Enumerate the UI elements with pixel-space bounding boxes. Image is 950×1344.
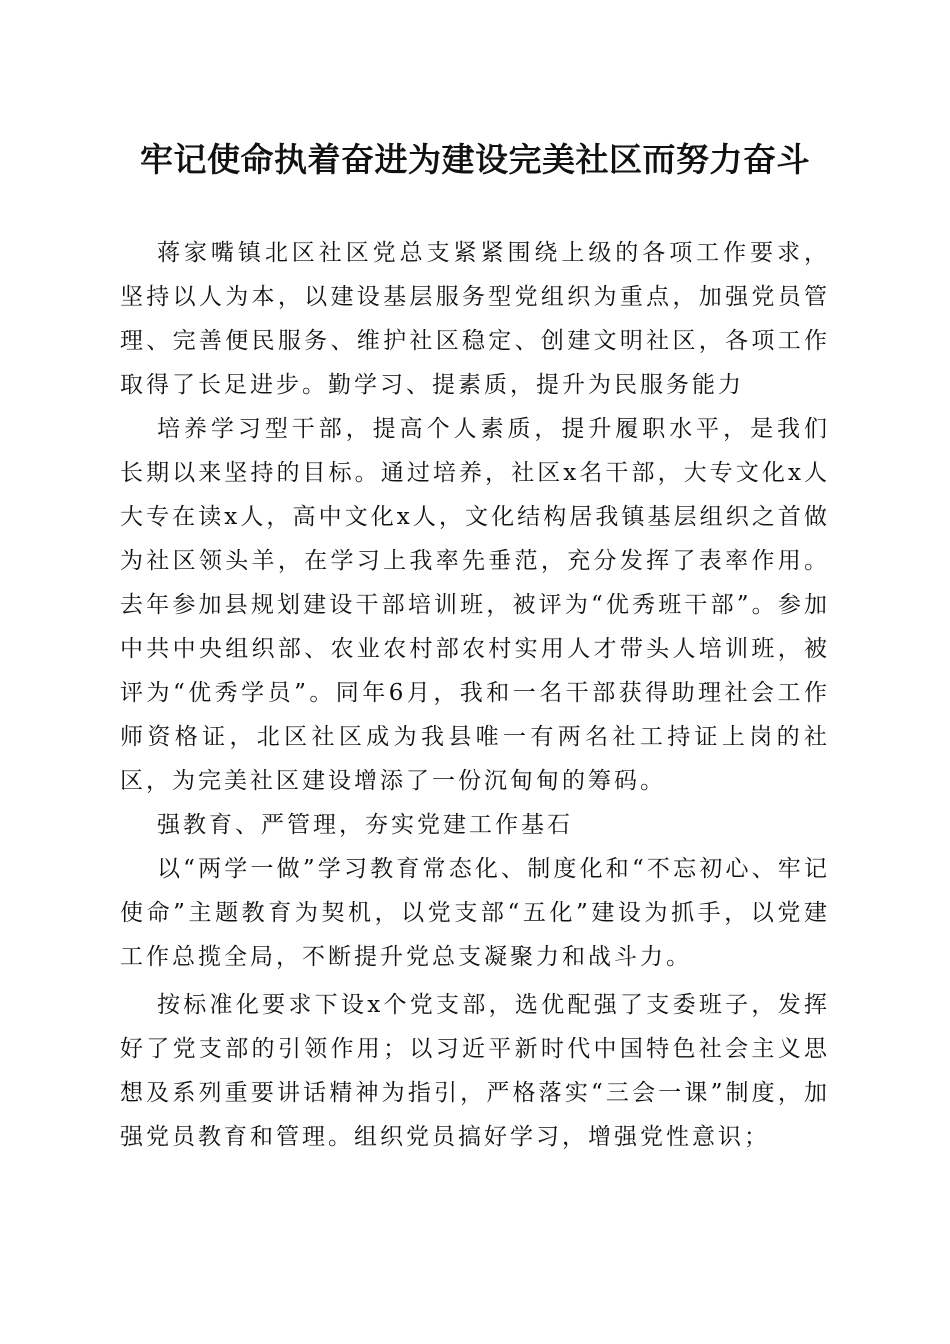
paragraph-intro: 蒋家嘴镇北区社区党总支紧紧围绕上级的各项工作要求，坚持以人为本，以建设基层服务型党组织为重点，加强党员管理、完善便民服务、维护社区稳定、创建文明社区，各项工作取得了长足进步。勤学习、提素质，提升为民服务能力	[120, 240, 830, 398]
paragraph-branch-setup: 按标准化要求下设x个党支部，选优配强了支委班子，发挥好了党支部的引领作用；以习近平新时代中国特色社会主义思想及系列重要讲话精神为指引，严格落实“三会一课”制度，加强党员教育和管理。组织党员搞好学习，增强党性意识；	[120, 992, 830, 1150]
section-heading-education: 强教育、严管理，夯实党建工作基石	[157, 812, 573, 838]
document-body	[120, 231, 830, 1159]
document-title: 牢记使命执着奋进为建设完美社区而努力奋斗	[140, 140, 810, 179]
paragraph-study-education: 以“两学一做”学习教育常态化、制度化和“不忘初心、牢记使命”主题教育为契机，以党支部“五化”建设为抓手，以党建工作总揽全局，不断提升党总支凝聚力和战斗力。	[120, 856, 830, 970]
paragraph-cadre-training: 培养学习型干部，提高个人素质，提升履职水平，是我们长期以来坚持的目标。通过培养，社区x名干部，大专文化x人大专在读x人，高中文化x人，文化结构居我镇基层组织之首做为社区领头羊，在学习上我率先垂范，充分发挥了表率作用。去年参加县规划建设干部培训班，被评为“优秀班干部”。参加中共中央组织部、农业农村部农村实用人才带头人培训班，被评为“优秀学员”。同年6月，我和一名干部获得助理社会工作师资格证，北区社区成为我县唯一有两名社工持证上岗的社区，为完美社区建设增添了一份沉甸甸的筹码。	[120, 416, 830, 794]
